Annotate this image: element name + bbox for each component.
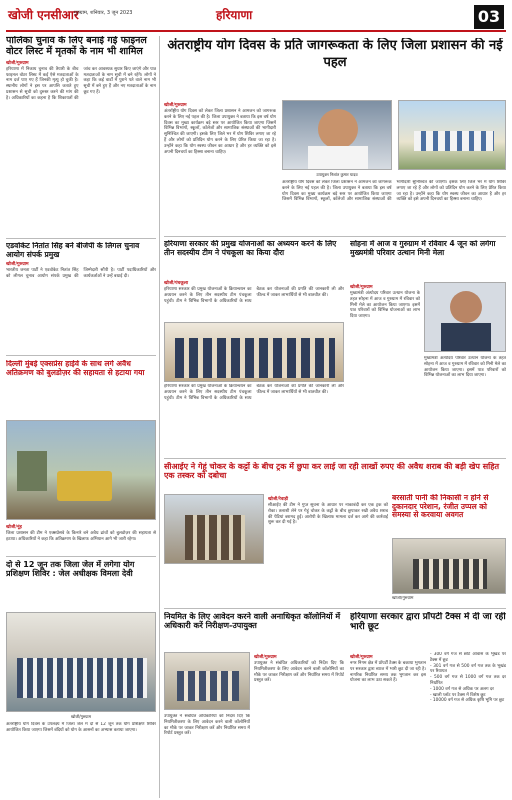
lead-photo bbox=[282, 100, 392, 170]
article-scheme-team-body-2 bbox=[164, 384, 344, 454]
dateline: गुरुग्राम, शनिवार, 3 जून 2023 bbox=[74, 10, 133, 16]
headline: एडवोकेट नितांत सिंह बने बीजेपी के लिगल चुनाव आयोग संपर्क प्रमुख bbox=[6, 242, 140, 259]
article-body: भारतीय जनता पार्टी ने एडवोकेट नितांत सिंह को लीगल चुनाव आयोग संपर्क प्रमुख की जिम्मेदारी सौंपी है। पार्टी पदाधिकारियों और कार्यकर्ताओं ने उन्हें बधाई दी। bbox=[6, 268, 156, 280]
article-body: अंतर्राष्ट्रीय योग दिवस को लेकर जिला प्रशासन ने आमजन को जागरूक करने के लिए नई पहल की है। जिला उपायुक्त ने बताया कि इस वर्ष योग दिवस का मुख्य कार्यक्रम बड़े स्तर पर आयोजित किया जाएगा जिसमें विभिन्न विभागों, स्कूलों, कॉलेजों और सामाजिक संस्थाओं की भागीदारी सुनिश्चित की जाएगी। इसके लिए जिले भर में योग शिविर लगाए जा रहे हैं और लोगों को प्रतिदिन योग करने के लिए प्रेरित किया जा रहा है। उन्होंने कहा कि योग स्वस्थ जीवन का आधार है और हर व्यक्ति को इसे अपनी दिनचर्या का हिस्सा बनाना चाहिए। bbox=[164, 109, 276, 155]
section-title: हरियाणा bbox=[216, 8, 253, 22]
article-cia-liquor-body bbox=[268, 494, 388, 594]
article-body: नगर निगम क्षेत्र में प्रॉपर्टी टैक्स के बकाया भुगतान पर सरकार द्वारा ब्याज में भारी छूट दी जा रही है। नागरिक निर्धारित समय तक भुगतान कर इस योजना का लाभ उठा सकते हैं। bbox=[350, 661, 426, 684]
list-item: - 301 वर्ग गज से 500 वर्ग गज तक के भूखंड पर रियायत bbox=[430, 663, 506, 675]
article-sohna-mela-body-2 bbox=[424, 356, 506, 422]
article-advocate bbox=[6, 242, 156, 352]
headline: दिल्ली मुंबई एक्सप्रेस हाईवे के साथ लगे अवैध अतिक्रमण को बुलडोज़र की सहायता से हटाया गया bbox=[6, 360, 145, 377]
article-sohna-mela bbox=[350, 240, 506, 280]
article-rainwater bbox=[392, 494, 506, 534]
official-portrait bbox=[424, 282, 506, 352]
article-sohna-mela-body bbox=[350, 282, 420, 422]
byline: खोजी/गुरुग्राम bbox=[6, 60, 29, 66]
lead-article-body bbox=[164, 100, 276, 232]
list-item: - 300 वर्ग गज से छोटे आवास के भूखंड पर टैक्स में छूट bbox=[430, 652, 506, 663]
newspaper-logo: खोजी एनसीआर bbox=[8, 8, 79, 22]
scheme-team-photo bbox=[164, 322, 344, 382]
property-tax-list bbox=[430, 652, 506, 796]
article-body: जिला प्रशासन की टीम ने एक्सप्रेसवे के किनारे बने अवैध ढांचों को बुलडोज़र की सहायता से हटाया। अधिकारियों ने कहा कि अतिक्रमण के खिलाफ अभियान आगे भी जारी रहेगा। bbox=[6, 531, 156, 542]
article-jail-yoga bbox=[6, 560, 156, 610]
article-rainwater-body bbox=[392, 596, 506, 606]
cia-photo bbox=[164, 494, 264, 564]
article-body: खोजी/गुरुग्राम bbox=[392, 596, 414, 601]
page-number: 03 bbox=[474, 5, 504, 29]
byline: खोजी/गुरुग्राम bbox=[6, 262, 29, 268]
article-body: हरियाणा सरकार की प्रमुख योजनाओं के क्रियान्वयन का अध्ययन करने के लिए तीन सदस्यीय टीम पंचकूला पहुंची। टीम ने विभिन्न विभागों के अधिकारियों के साथ बैठक कर योजनाओं की प्रगति की जानकारी ली और फील्ड में जाकर लाभार्थियों से भी बातचीत की। bbox=[164, 287, 344, 304]
byline: खोजी/गुरुग्राम bbox=[350, 655, 373, 660]
byline: खोजी/नूंह bbox=[6, 525, 22, 530]
article-scheme-team-body bbox=[164, 278, 344, 320]
colonies-photo bbox=[164, 652, 250, 710]
article-property-tax-body bbox=[350, 652, 426, 796]
list-item: - खाली प्लॉट पर टैक्स में विशेष छूट bbox=[430, 692, 486, 698]
lead-article bbox=[164, 38, 506, 98]
headline: नियमित के लिए आवेदन करने वाली अनाधिकृत कॉलोनियों में अधिकारी करें निरीक्षण-उपायुक्त bbox=[164, 612, 341, 631]
byline: खोजी/गुरुग्राम bbox=[164, 103, 187, 108]
article-colonies bbox=[164, 612, 344, 648]
article-body: सीआईए की टीम ने गुप्त सूचना के आधार पर नाकाबंदी कर एक ट्रक को रोका। तलाशी लेने पर गेहूं चोकर के कट्टों के बीच छुपाकर रखी अवैध शराब की पेटियां बरामद हुईं। आरोपी के खिलाफ मामला दर्ज कर आगे की कार्रवाई शुरू कर दी गई है। bbox=[268, 503, 388, 526]
headline: सीआईए ने गेहूं चोकर के कट्टों के बीच ट्रक में छुपा कर लाई जा रही लाखों रुपए की अवैध शराब की बड़ी खेप सहित एक तस्कर को दबोचा bbox=[164, 462, 500, 481]
headline: पालिका चुनाव के लिए बनाई गई फाइनल वोटर लिस्ट में मृतकों के नाम भी शामिल bbox=[6, 36, 147, 57]
lead-headline: अंतराष्ट्रीय योग दिवस के प्रति जागरूकता के लिए जिला प्रशासन की नई पहल bbox=[167, 38, 503, 70]
list-item: - 1000 वर्ग गज से अधिक पर अलग दर bbox=[430, 686, 494, 692]
headline: सोहना में आज व गुरुग्राम में रविवार 4 जून को लगेगा मुख्यमंत्री परिवार उत्थान मिनी मेला bbox=[350, 240, 496, 257]
byline: खोजी/गुरुग्राम bbox=[350, 285, 373, 290]
headline: हरियाणा सरकार द्वारा प्रॉपर्टी टैक्स में दी जा रही भारी छूट bbox=[350, 612, 506, 633]
byline: खोजी/रेवाड़ी bbox=[268, 497, 289, 502]
lead-photo-caption: उपायुक्त निशांत कुमार यादव bbox=[316, 172, 358, 177]
lead-photo-yoga bbox=[398, 100, 506, 170]
article-voter-list bbox=[6, 36, 156, 236]
article-property-tax bbox=[350, 612, 506, 648]
list-item: - 10000 वर्ग गज से अधिक कृषि भूमि पर छूट bbox=[430, 698, 505, 704]
lead-article-body-2 bbox=[282, 180, 506, 232]
photo-caption: खोजी/गुरुग्राम bbox=[71, 714, 91, 719]
article-cia-liquor bbox=[164, 462, 506, 490]
article-jail-yoga-text bbox=[6, 722, 156, 798]
masthead bbox=[6, 4, 506, 32]
article-scheme-team bbox=[164, 240, 344, 276]
article-colonies-body-2 bbox=[164, 714, 250, 796]
headline: बरसाती पानी की निकासी न होने से दुकानदार परेशान, रंजीत उप्पल को समस्या से करवाया अवगत bbox=[392, 494, 489, 520]
encroachment-photo bbox=[6, 420, 156, 520]
article-body: अंतर्राष्ट्रीय योग दिवस के उपलक्ष्य में जिला जेल में दो से 12 जून तक योग प्रशिक्षण शिविर आयोजित किया जाएगा जिसमें बंदियों को योग के आसनों का अभ्यास कराया जाएगा। bbox=[6, 722, 156, 733]
article-body: उपायुक्त ने संबंधित अधिकारियों को निर्देश दिए कि नियमितीकरण के लिए आवेदन करने वाली कॉलोनियों का मौके पर जाकर निरीक्षण करें और निर्धारित समय में रिपोर्ट प्रस्तुत करें। bbox=[254, 661, 344, 684]
byline: खोजी/गुरुग्राम bbox=[254, 655, 277, 660]
article-body: मुख्यमंत्री अंत्योदय परिवार उत्थान योजना के तहत सोहना में आज व गुरुग्राम में रविवार को मिनी मेले का आयोजन किया जाएगा। इसमें पात्र परिवारों को विभिन्न योजनाओं का लाभ दिया जाएगा। bbox=[424, 356, 506, 379]
article-body: हरियाणा सरकार की प्रमुख योजनाओं के क्रियान्वयन का अध्ययन करने के लिए तीन सदस्यीय टीम पंचकूला पहुंची। टीम ने विभिन्न विभागों के अधिकारियों के साथ बैठक कर योजनाओं की प्रगति की जानकारी ली और फील्ड में जाकर लाभार्थियों से भी बातचीत की। bbox=[164, 384, 344, 401]
article-body: मुख्यमंत्री अंत्योदय परिवार उत्थान योजना के तहत सोहना में आज व गुरुग्राम में रविवार को मिनी मेले का आयोजन किया जाएगा। इसमें पात्र परिवारों को विभिन्न योजनाओं का लाभ दिया जाएगा। bbox=[350, 291, 420, 320]
article-colonies-body bbox=[254, 652, 344, 796]
headline: हरियाणा सरकार की प्रमुख योजनाओं का अध्ययन करने के लिए तीन सदस्यीय टीम ने पंचकूला का किया दौरा bbox=[164, 240, 337, 257]
list-item: - 500 वर्ग गज से 1000 वर्ग गज तक दर निर्धारित bbox=[430, 675, 506, 686]
rainwater-photo bbox=[392, 538, 506, 594]
byline: खोजी/पंचकूला bbox=[164, 281, 189, 286]
article-body: उपायुक्त ने संबंधित अधिकारियों को निर्देश दिए कि नियमितीकरण के लिए आवेदन करने वाली कॉलोनियों का मौके पर जाकर निरीक्षण करें और निर्धारित समय में रिपोर्ट प्रस्तुत करें। bbox=[164, 714, 250, 737]
article-body: हरियाणा में निकाय चुनाव की तैयारी के बीच फाइनल वोटर लिस्ट में कई ऐसे मतदाताओं के नाम दर्ज पाए गए हैं जिनकी मृत्यु हो चुकी है। स्थानीय लोगों ने इस पर आपत्ति जताते हुए प्रशासन से सूची को दुरुस्त करने की मांग की है। अधिकारियों का कहना है कि शिकायतों की जांच कर आवश्यक सुधार किए जाएंगे और पात्र मतदाताओं के नाम सूची में बने रहेंगे। लोगों ने कहा कि कई वार्डों में पुराने पते वाले नाम भी सूची में बने हुए हैं और नए मतदाताओं के नाम छूट गए हैं। bbox=[6, 66, 156, 101]
article-body: अंतर्राष्ट्रीय योग दिवस को लेकर जिला प्रशासन ने आमजन को जागरूक करने के लिए नई पहल की है। जिला उपायुक्त ने बताया कि इस वर्ष योग दिवस का मुख्य कार्यक्रम बड़े स्तर पर आयोजित किया जाएगा जिसमें विभिन्न विभागों, स्कूलों, कॉलेजों और सामाजिक संस्थाओं की भागीदारी सुनिश्चित की जाएगी। इसके लिए जिले भर में योग शिविर लगाए जा रहे हैं और लोगों को प्रतिदिन योग करने के लिए प्रेरित किया जा रहा है। उन्होंने कहा कि योग स्वस्थ जीवन का आधार है और हर व्यक्ति को इसे अपनी दिनचर्या का हिस्सा बनाना चाहिए। bbox=[282, 180, 506, 203]
jail-yoga-photo bbox=[6, 612, 156, 712]
article-encroachment-text bbox=[6, 522, 156, 552]
headline: दो से 12 जून तक जिला जेल में लगेगा योग प्रशिक्षण शिविर : जेल अधीक्षक विमला देवी bbox=[6, 560, 135, 579]
